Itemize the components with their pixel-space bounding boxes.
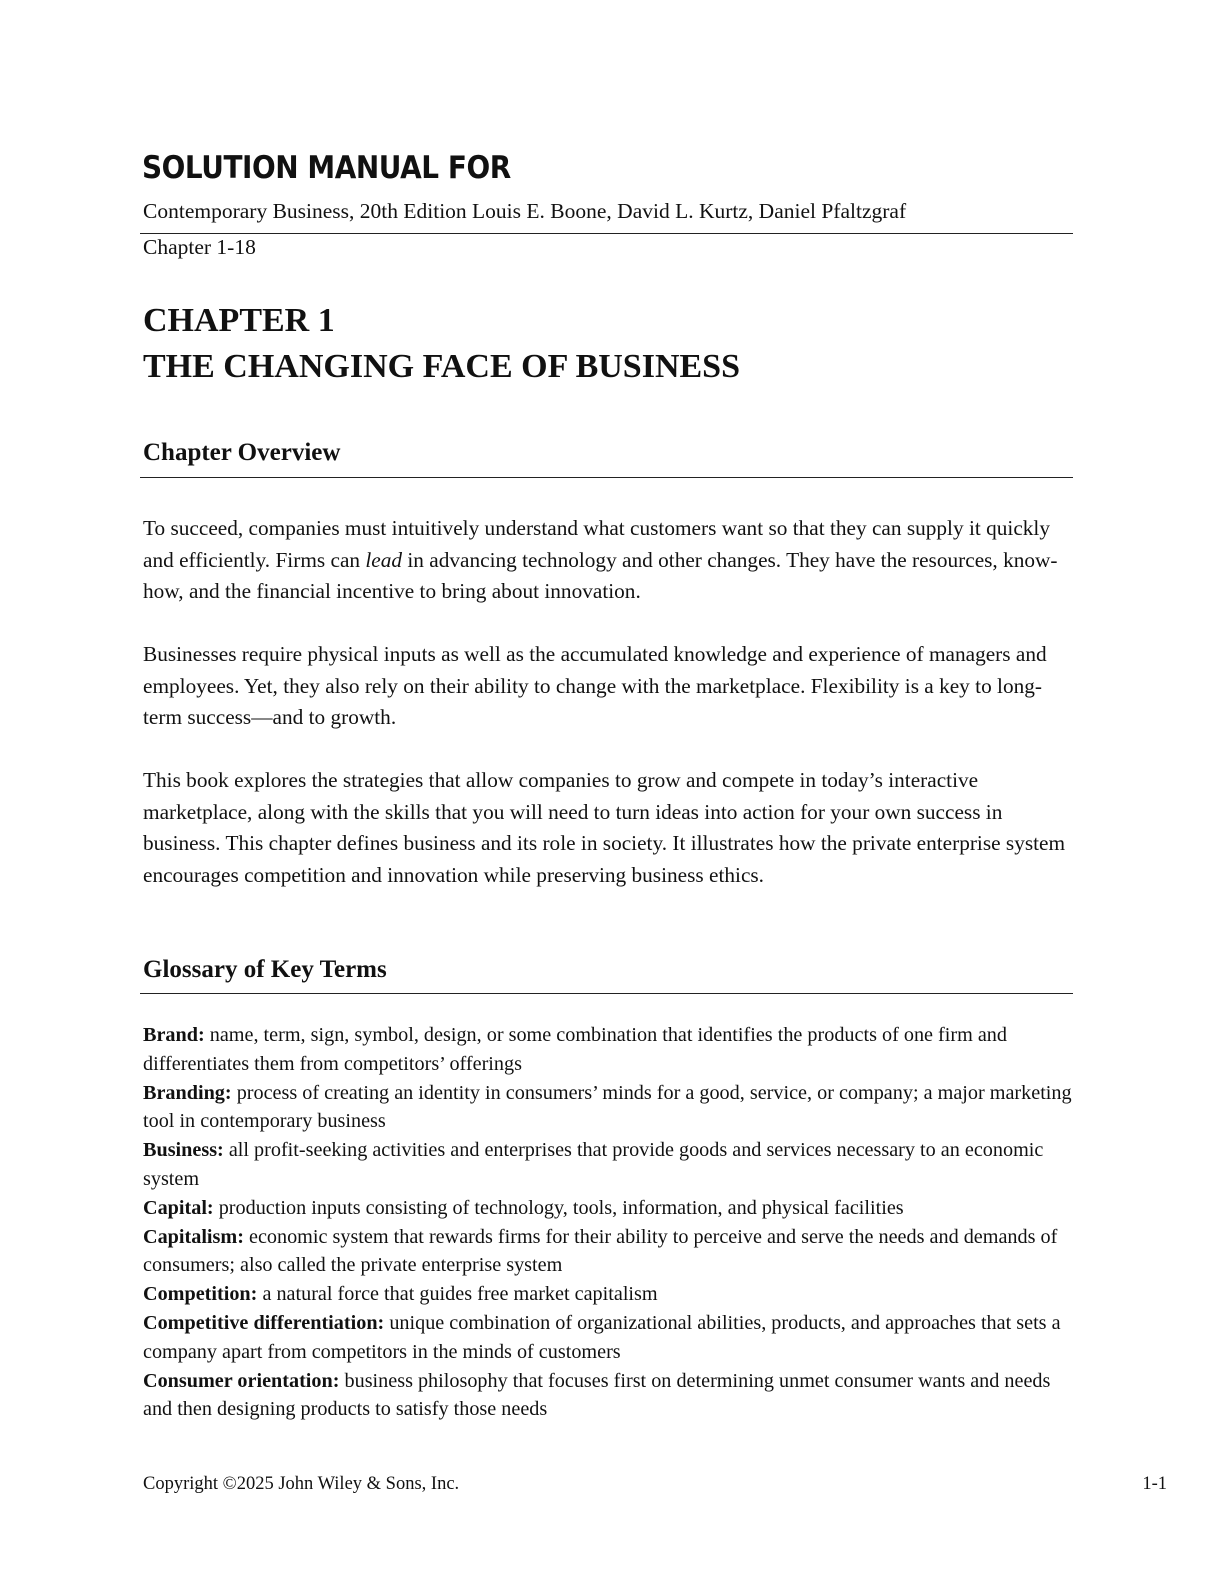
overview-p1-text-b: in advancing technology and other changes. They have the resources, know-how, and the financial incentive to bring about innovation. (143, 547, 1058, 603)
chapter-number: CHAPTER 1 (143, 302, 335, 339)
overview-paragraph-2: Businesses require physical inputs as well as the accumulated knowledge and experience of managers and employees. Yet, they also rely on their ability to change with the marketplace. Flexibility is a key to long-term success—and to growth. (143, 642, 1047, 729)
glossary-entry (143, 1309, 1083, 1367)
glossary-term: Business: (143, 1139, 224, 1162)
document-title: SOLUTION MANUAL FOR (142, 150, 511, 186)
glossary-term: Branding: (143, 1081, 232, 1104)
glossary-definition: process of creating an identity in consumers’ minds for a good, service, or company; a major marketing tool in contemporary business (143, 1081, 1072, 1133)
glossary-term: Capitalism: (143, 1225, 244, 1248)
glossary-definition: a natural force that guides free market capitalism (257, 1283, 658, 1306)
glossary-definition: all profit-seeking activities and enterprises that provide goods and services necessary to an economic system (143, 1139, 1044, 1190)
overview-paragraph-3: This book explores the strategies that allow companies to grow and compete in today’s interactive marketplace, along with the skills that you will need to turn ideas into action for your own success in business. This chapter defines business and its role in society. It illustrates how the private enterprise system encourages competition and innovation while preserving business ethics. (143, 768, 1066, 887)
glossary-list (143, 1021, 1083, 1424)
chapter-title: THE CHANGING FACE OF BUSINESS (143, 348, 740, 385)
book-citation: Contemporary Business, 20th Edition Louis E. Boone, David L. Kurtz, Daniel Pfaltzgraf (143, 199, 907, 223)
overview-rule (140, 477, 1073, 478)
glossary-definition: economic system that rewards firms for their ability to perceive and serve the needs and demands of consumers; also called the private enterprise system (143, 1225, 1058, 1277)
footer-page-number: 1-1 (1142, 1474, 1167, 1494)
glossary-term: Competition: (143, 1283, 258, 1306)
glossary-definition: production inputs consisting of technology, tools, information, and physical facilities (213, 1196, 904, 1219)
glossary-entry (143, 1021, 1083, 1079)
glossary-rule (140, 993, 1073, 994)
overview-heading: Chapter Overview (143, 439, 341, 466)
chapter-range: Chapter 1-18 (143, 235, 256, 259)
chapter-heading (143, 298, 740, 390)
header-rule (140, 233, 1073, 234)
glossary-entry (143, 1367, 1083, 1425)
glossary-entry (143, 1079, 1083, 1137)
glossary-definition: business philosophy that focuses first on determining unmet consumer wants and needs and then designing products to satisfy those needs (143, 1369, 1051, 1421)
overview-p1-italic: lead (365, 547, 403, 572)
glossary-term: Competitive differentiation: (143, 1311, 385, 1334)
footer-copyright: Copyright ©2025 John Wiley & Sons, Inc. (143, 1474, 460, 1494)
glossary-entry (143, 1223, 1083, 1281)
glossary-term: Consumer orientation: (143, 1369, 340, 1392)
overview-paragraph-1 (143, 513, 1078, 608)
glossary-heading: Glossary of Key Terms (143, 956, 387, 983)
overview-p1-text-a: To succeed, companies must intuitively understand what customers want so that they can supply it quickly and efficiently. Firms can (143, 516, 1050, 572)
glossary-term: Capital: (143, 1196, 214, 1219)
glossary-entry (143, 1280, 1083, 1309)
glossary-definition: name, term, sign, symbol, design, or some combination that identifies the products of one firm and differentiates them from competitors’ offerings (143, 1024, 1007, 1075)
glossary-entry (143, 1194, 1083, 1223)
glossary-term: Brand: (143, 1024, 205, 1046)
glossary-entry (143, 1136, 1083, 1194)
glossary-definition: unique combination of organizational abilities, products, and approaches that sets a company apart from competitors in the minds of customers (143, 1311, 1061, 1363)
